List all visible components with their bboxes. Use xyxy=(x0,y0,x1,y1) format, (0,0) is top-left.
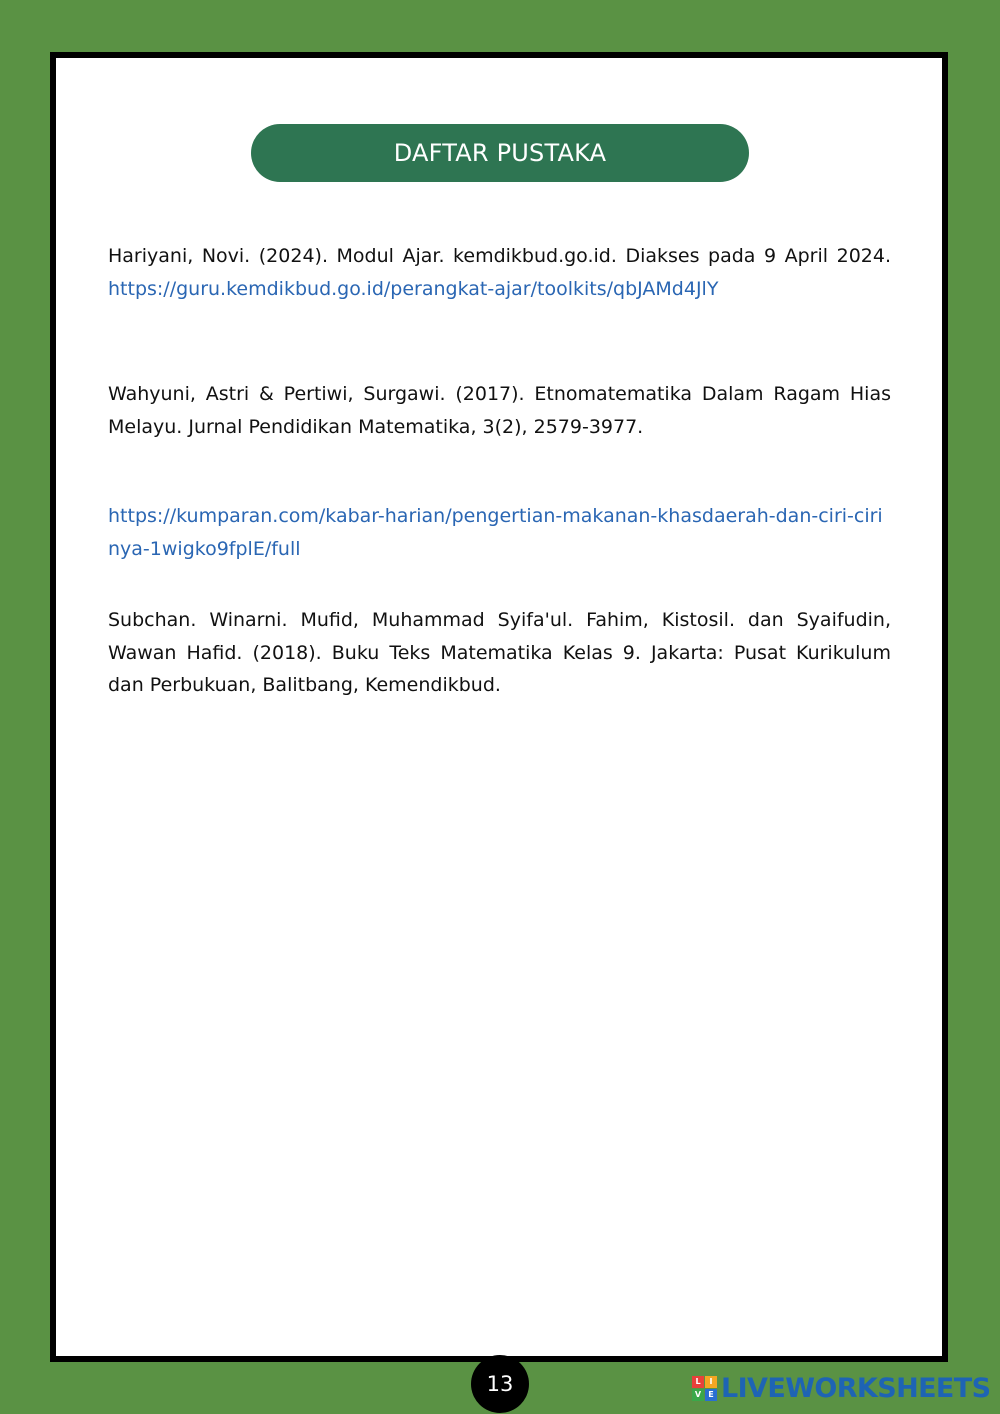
reference-link[interactable]: https://kumparan.com/kabar-harian/pengertian-makanan-khasdaerah-dan-ciri-cirinya-1wigko9fplE/full xyxy=(108,505,883,560)
page-title: DAFTAR PUSTAKA xyxy=(251,124,749,182)
brand-watermark xyxy=(692,1372,990,1404)
brand-logo-letter: I xyxy=(705,1376,717,1388)
brand-name: LIVEWORKSHEETS xyxy=(721,1372,991,1404)
brand-logo-icon xyxy=(692,1376,717,1401)
reference-text: Hariyani, Novi. (2024). Modul Ajar. kemdikbud.go.id. Diakses pada 9 April 2024. xyxy=(108,245,891,267)
reference-item xyxy=(108,500,891,565)
reference-item xyxy=(108,240,891,305)
reference-link[interactable]: https://guru.kemdikbud.go.id/perangkat-ajar/toolkits/qbJAMd4JlY xyxy=(108,277,719,300)
brand-logo-letter: L xyxy=(692,1376,704,1388)
reference-item xyxy=(108,378,891,443)
brand-logo-letter: V xyxy=(692,1389,704,1401)
reference-item xyxy=(108,604,891,702)
reference-text: Subchan. Winarni. Mufid, Muhammad Syifa'ul. Fahim, Kistosil. dan Syaifudin, Wawan Hafid. (2018). Buku Teks Matematika Kelas 9. Jakarta: Pusat Kurikulum dan Perbukuan, Balitbang, Kemendikbud. xyxy=(108,609,891,696)
brand-logo-letter: E xyxy=(705,1389,717,1401)
page-frame xyxy=(50,52,948,1362)
page-number: 13 xyxy=(471,1355,529,1413)
reference-text: Wahyuni, Astri & Pertiwi, Surgawi. (2017). Etnomatematika Dalam Ragam Hias Melayu. Jurnal Pendidikan Matematika, 3(2), 2579-3977. xyxy=(108,383,891,438)
